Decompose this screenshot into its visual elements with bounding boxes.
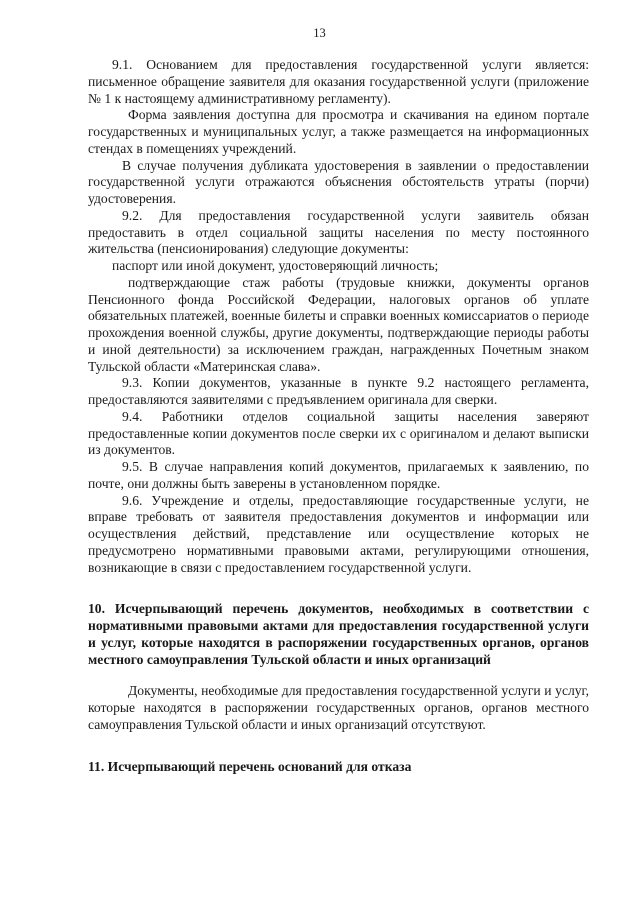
document-body [88, 57, 589, 775]
paragraph-9-3: 9.3. Копии документов, указанные в пункте 9.2 настоящего регламента, предоставляются заявителями с предъявлением оригинала для сверки. [88, 375, 589, 407]
paragraph-9-1: 9.1. Основанием для предоставления государственной услуги является: письменное обращение заявителя для оказания государственной услуги (приложение № 1 к настоящему административному регламенту). [88, 57, 589, 106]
paragraph-form-availability: Форма заявления доступна для просмотра и скачивания на едином портале государственных и муниципальных услуг, а также размещается на информационных стендах в помещениях учреждений. [88, 107, 589, 156]
section-heading-11: 11. Исчерпывающий перечень оснований для отказа [88, 758, 412, 774]
page-number: 13 [313, 26, 326, 40]
list-item-work-experience: подтверждающие стаж работы (трудовые книжки, документы органов Пенсионного фонда Российской Федерации, налоговых органов об уплате обязательных платежей, военные билеты и справки военных комиссариатов о периоде прохождения военной службы, другие документы, подтверждающие периоды работы и иной деятельности) за исключением граждан, награжденных Почетным знаком Тульской области «Материнская слава». [88, 274, 589, 374]
paragraph-9-6: 9.6. Учреждение и отделы, предоставляющие государственные услуги, не вправе требовать от заявителя предоставления документов и информации или осуществления действий, представление или осуществление которых не предусмотрено нормативными правовыми актами, регулирующими отношения, возникающие в связи с предоставлением государственной услуги. [88, 492, 589, 575]
paragraph-10: Документы, необходимые для предоставления государственной услуги и услуг, которые находятся в распоряжении государственных органов, органов местного самоуправления Тульской области и иных организаций отсутствуют. [88, 683, 589, 732]
paragraph-9-4: 9.4. Работники отделов социальной защиты населения заверяют предоставленные копии документов после сверки их с оригиналом и делают выписки из документов. [88, 408, 589, 458]
section-heading-10: 10. Исчерпывающий перечень документов, необходимых в соответствии с нормативными правовыми актами для предоставления государственной услуги и услуг, которые находятся в распоряжении государственных органов, органов местного самоуправления Тульской области и иных организаций [88, 601, 589, 668]
paragraph-9-5: 9.5. В случае направления копий документов, прилагаемых к заявлению, по почте, они должны быть заверены в установленном порядке. [88, 459, 589, 491]
paragraph-9-2: 9.2. Для предоставления государственной услуги заявитель обязан предоставить в отдел социальной защиты населения по месту постоянного жительства (пенсионирования) следующие документы: [88, 207, 589, 257]
paragraph-duplicate: В случае получения дубликата удостоверения в заявлении о предоставлении государственной услуги отражаются объяснения обстоятельств утраты (порчи) удостоверения. [88, 157, 589, 206]
list-item-passport: паспорт или иной документ, удостоверяющий личность; [112, 258, 439, 273]
